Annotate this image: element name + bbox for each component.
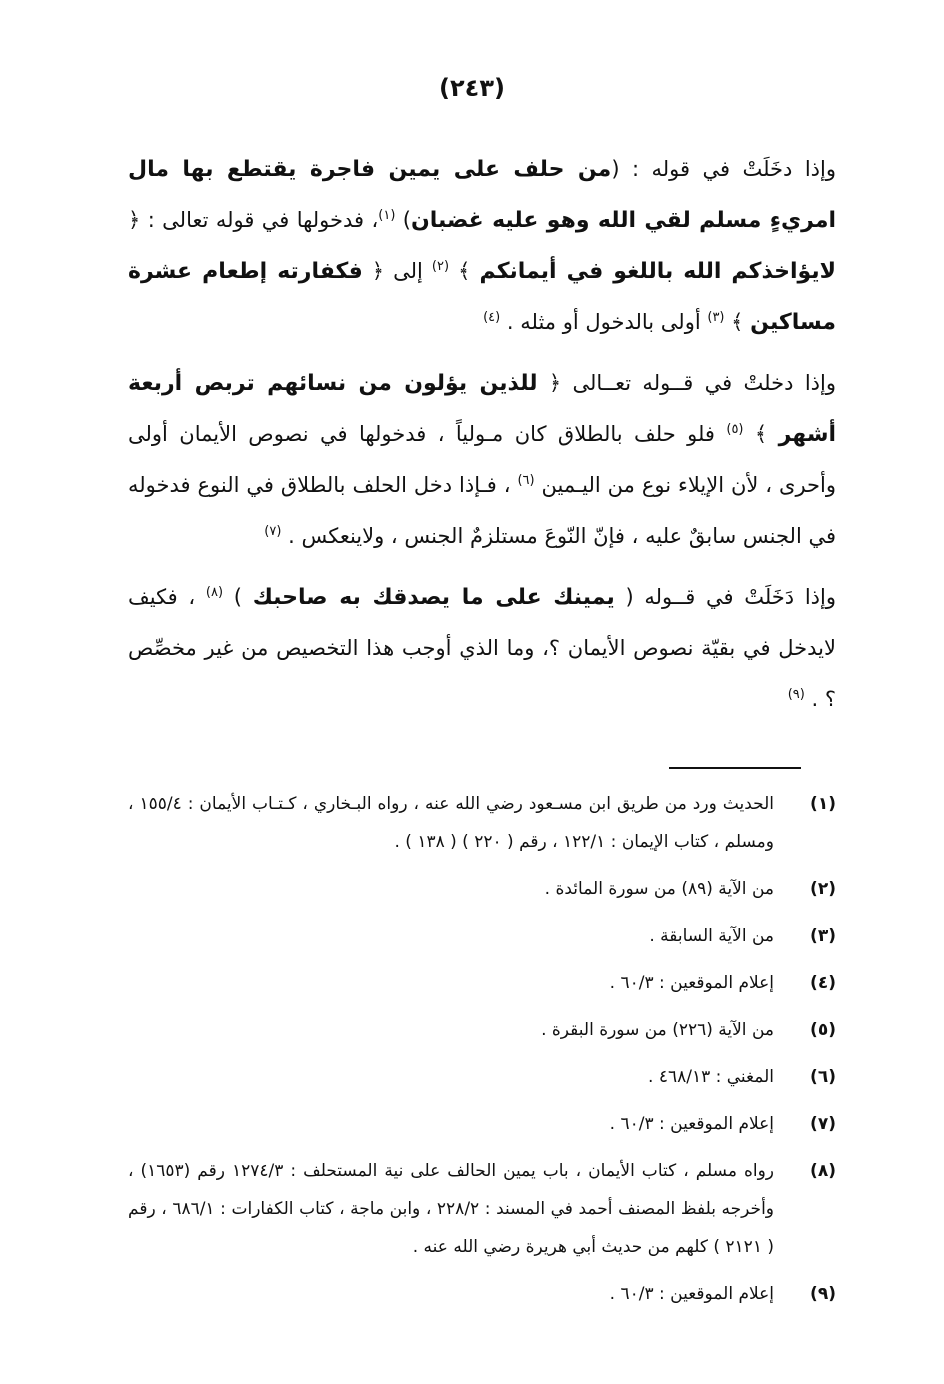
footnote-item: [128, 964, 836, 1002]
footnote-text: إعلام الموقعين : ٦٠/٣ .: [609, 1284, 774, 1304]
hadith-quote: من حلف على يمين فاجرة يقتطع بها مال امريءٍ مسلم لقي الله وهو عليه غضبان: [128, 157, 836, 233]
footnote-item: [128, 1105, 836, 1143]
text-run: ، فدخولها في قوله تعالى : ﴿: [128, 208, 379, 232]
footnote-ref-6[interactable]: (٦): [517, 473, 535, 488]
hadith-quote: يمينك على ما يصدقك به صاحبك: [252, 585, 615, 610]
main-text: [128, 144, 836, 735]
quran-quote: لايؤاخذكم الله باللغو في أيمانكم: [479, 259, 836, 284]
footnote-item: [128, 1011, 836, 1049]
footnote-number: (١): [810, 794, 836, 814]
footnote-number: (٧): [810, 1114, 836, 1134]
footnote-text: من الآية (٢٢٦) من سورة البقرة .: [541, 1020, 774, 1040]
footnote-text: إعلام الموقعين : ٦٠/٣ .: [609, 1114, 774, 1134]
footnote-number: (٥): [810, 1020, 836, 1040]
footnote-ref-3[interactable]: (٣): [707, 310, 725, 325]
footnote-text: إعلام الموقعين : ٦٠/٣ .: [609, 973, 774, 993]
footnote-item: [128, 1275, 836, 1313]
text-run: فلو حلف بالطلاق كان مـولياً ، فدخولها في نصوص الأيمان أولى وأحرى ، لأن الإيلاء نوع من اليـمين: [128, 422, 836, 497]
text-run: ، فكيف لايدخل في بقيّة نصوص الأيمان ؟، وما الذي أوجب هذا التخصيص من غير مخصِّص ؟ .: [128, 585, 836, 711]
text-run: ): [395, 208, 411, 232]
paragraph-1: [128, 144, 836, 348]
footnote-number: (٤): [810, 973, 836, 993]
footnote-text: من الآية السابقة .: [649, 926, 774, 946]
footnotes: [128, 785, 836, 1322]
footnote-ref-1[interactable]: (١): [378, 208, 396, 223]
quran-quote: للذين يؤلون من نسائهم تربص أربعة أشهر: [128, 371, 837, 447]
text-run: ، فـإذا دخل الحلف بالطلاق في النوع فدخوله في الجنس سابقٌ عليه ، فإنّ النّوعَ مستلزمٌ الجنس ، ولاينعكس .: [128, 473, 836, 548]
footnote-text: من الآية (٨٩) من سورة المائدة .: [544, 879, 774, 899]
paragraph-2: [128, 358, 836, 562]
footnote-item: [128, 785, 836, 861]
footnote-text: المغني : ٤٦٨/١٣ .: [648, 1067, 774, 1087]
footnote-item: [128, 1058, 836, 1096]
footnote-number: (٩): [810, 1284, 836, 1304]
footnote-ref-2[interactable]: (٢): [431, 259, 450, 274]
footnote-text: الحديث ورد من طريق ابن مسـعود رضي الله عنه ، رواه البـخاري ، كـتـاب الأيمان : ١٥٥/٤ ، ومسلم ، كتاب الإيمان : ١٢٢/١ ، رقم ( ٢٢٠ ) ( ١٣٨ ) .: [128, 794, 774, 852]
text-run: ﴾: [724, 310, 751, 334]
text-run: إلى ﴿: [362, 259, 432, 283]
paragraph-3: [128, 572, 836, 725]
footnote-number: (٦): [810, 1067, 836, 1087]
footnote-ref-5[interactable]: (٥): [726, 422, 744, 437]
footnote-ref-8[interactable]: (٨): [205, 585, 224, 600]
footnote-ref-4[interactable]: (٤): [483, 310, 501, 325]
text-run: أولى بالدخول أو مثله .: [500, 310, 708, 334]
footnote-number: (٢): [810, 879, 836, 899]
footnote-text: رواه مسلم ، كتاب الأيمان ، باب يمين الحالف على نية المستحلف : ١٢٧٤/٣ رقم (١٦٥٣) ، وأخرجه بلفظ المصنف أحمد في المسند : ٢٢٨/٢ ، وابن ماجة ، كتاب الكفارات : ٦٨٦/١ ، رقم ( ٢١٢١ ) كلهم من حديث أبي هريرة رضي الله عنه .: [128, 1161, 774, 1257]
footnote-ref-7[interactable]: (٧): [264, 524, 282, 539]
text-run: وإذا دخَلَتْ في قوله : (: [611, 157, 836, 181]
text-run: ﴾: [449, 259, 480, 283]
text-run: وإذا دخلتْ في قــوله تعــالى ﴿: [537, 371, 836, 395]
footnote-item: [128, 917, 836, 955]
quran-quote: فكفارته إطعام عشرة مساكين: [128, 259, 836, 335]
text-run: ): [223, 585, 253, 609]
page-number: (٢٤٣): [439, 74, 505, 102]
footnote-separator: [669, 767, 801, 769]
footnote-ref-9[interactable]: (٩): [787, 687, 805, 702]
footnote-number: (٣): [810, 926, 836, 946]
text-run: ﴾: [743, 422, 779, 446]
footnote-number: (٨): [810, 1161, 836, 1181]
text-run: وإذا دَخَلَتْ في قــوله (: [614, 585, 836, 609]
footnote-item: [128, 870, 836, 908]
footnote-item: [128, 1152, 836, 1266]
